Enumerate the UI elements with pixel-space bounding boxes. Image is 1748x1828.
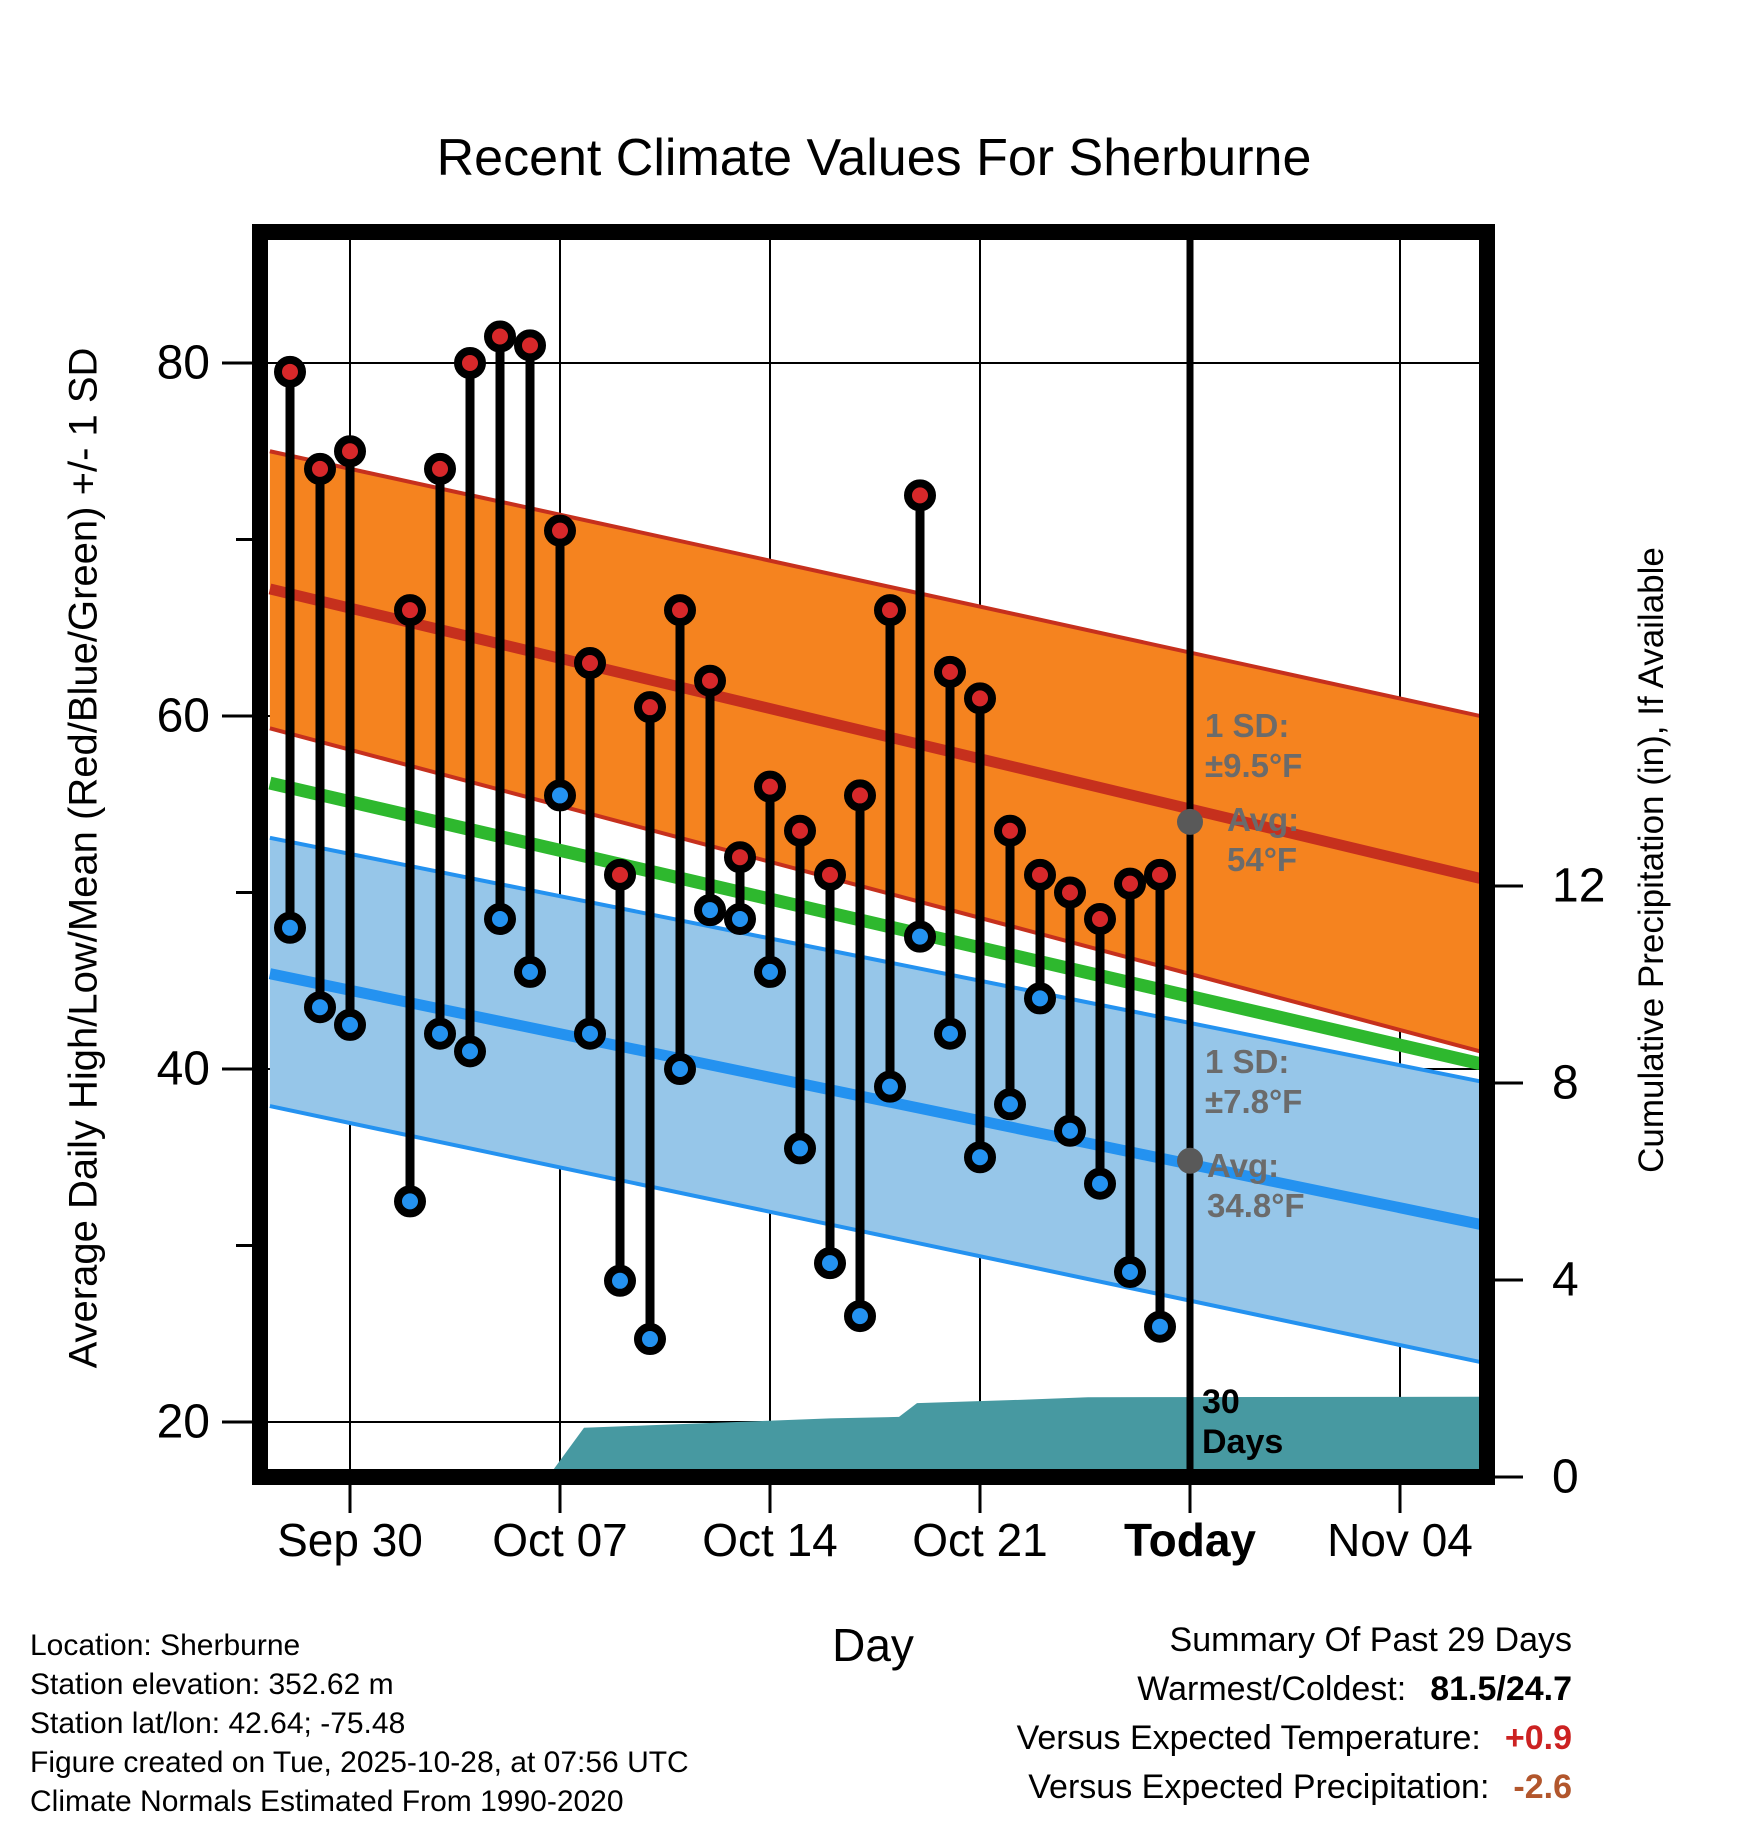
station-info — [30, 1626, 689, 1821]
high-avg-line2: 54°F — [1227, 841, 1298, 878]
svg-text:Oct 07: Oct 07 — [492, 1514, 628, 1566]
svg-text:12: 12 — [1552, 859, 1606, 913]
figure-created: Figure created on Tue, 2025-10-28, at 07:56 UTC — [30, 1746, 689, 1779]
precip-window-line1: 30 — [1202, 1383, 1240, 1421]
climate-normals-note: Climate Normals Estimated From 1990-2020 — [30, 1785, 624, 1818]
svg-text:40: 40 — [156, 1042, 210, 1096]
precip-window-line2: Days — [1202, 1423, 1284, 1461]
station-elevation: Station elevation: 352.62 m — [30, 1668, 394, 1701]
svg-text:Oct 14: Oct 14 — [702, 1514, 838, 1566]
chart-title: Recent Climate Values For Sherburne — [436, 129, 1312, 187]
svg-text:4: 4 — [1552, 1253, 1579, 1307]
svg-text:Oct 21: Oct 21 — [912, 1514, 1048, 1566]
low-sd-line1: 1 SD: — [1205, 1043, 1290, 1080]
low-avg-annotation — [1207, 1146, 1305, 1226]
high-sd-line1: 1 SD: — [1205, 707, 1290, 744]
high-sd-line2: ±9.5°F — [1205, 747, 1303, 784]
svg-text:20: 20 — [156, 1395, 210, 1449]
summary-row-vs-temperature — [1017, 1714, 1572, 1763]
high-sd-annotation — [1205, 706, 1302, 786]
low-avg-line2: 34.8°F — [1207, 1187, 1305, 1224]
summary-label: Versus Expected Precipitation: — [1028, 1768, 1490, 1806]
low-sd-annotation — [1205, 1042, 1302, 1122]
summary-label: Versus Expected Temperature: — [1016, 1719, 1481, 1757]
summary-block — [1017, 1616, 1572, 1812]
right-axis-title: Cumulative Precipitation (in), If Available — [1632, 547, 1671, 1173]
summary-title: Summary Of Past 29 Days — [1169, 1621, 1572, 1659]
summary-value: +0.9 — [1504, 1719, 1572, 1757]
station-latlon: Station lat/lon: 42.64; -75.48 — [30, 1707, 406, 1740]
summary-row-warmest-coldest — [1017, 1665, 1572, 1714]
low-sd-line2: ±7.8°F — [1205, 1083, 1303, 1120]
station-location: Location: Sherburne — [30, 1629, 301, 1662]
left-axis-title: Average Daily High/Low/Mean (Red/Blue/Green) +/- 1 SD — [61, 347, 106, 1369]
svg-text:Sep 30: Sep 30 — [277, 1514, 423, 1566]
svg-text:8: 8 — [1552, 1056, 1579, 1110]
svg-text:60: 60 — [156, 689, 210, 743]
precip-window-label — [1202, 1382, 1283, 1462]
summary-value: 81.5/24.7 — [1430, 1670, 1572, 1708]
svg-text:0: 0 — [1552, 1450, 1579, 1504]
svg-text:Nov 04: Nov 04 — [1327, 1514, 1473, 1566]
high-avg-line1: Avg: — [1227, 801, 1300, 838]
low-avg-line1: Avg: — [1207, 1147, 1280, 1184]
x-axis-title: Day — [832, 1619, 914, 1671]
high-avg-annotation — [1227, 800, 1299, 880]
svg-text:Today: Today — [1123, 1514, 1257, 1566]
summary-value: -2.6 — [1513, 1768, 1572, 1806]
summary-row-vs-precipitation — [1017, 1763, 1572, 1812]
svg-text:80: 80 — [156, 336, 210, 390]
summary-label: Warmest/Coldest: — [1137, 1670, 1407, 1708]
